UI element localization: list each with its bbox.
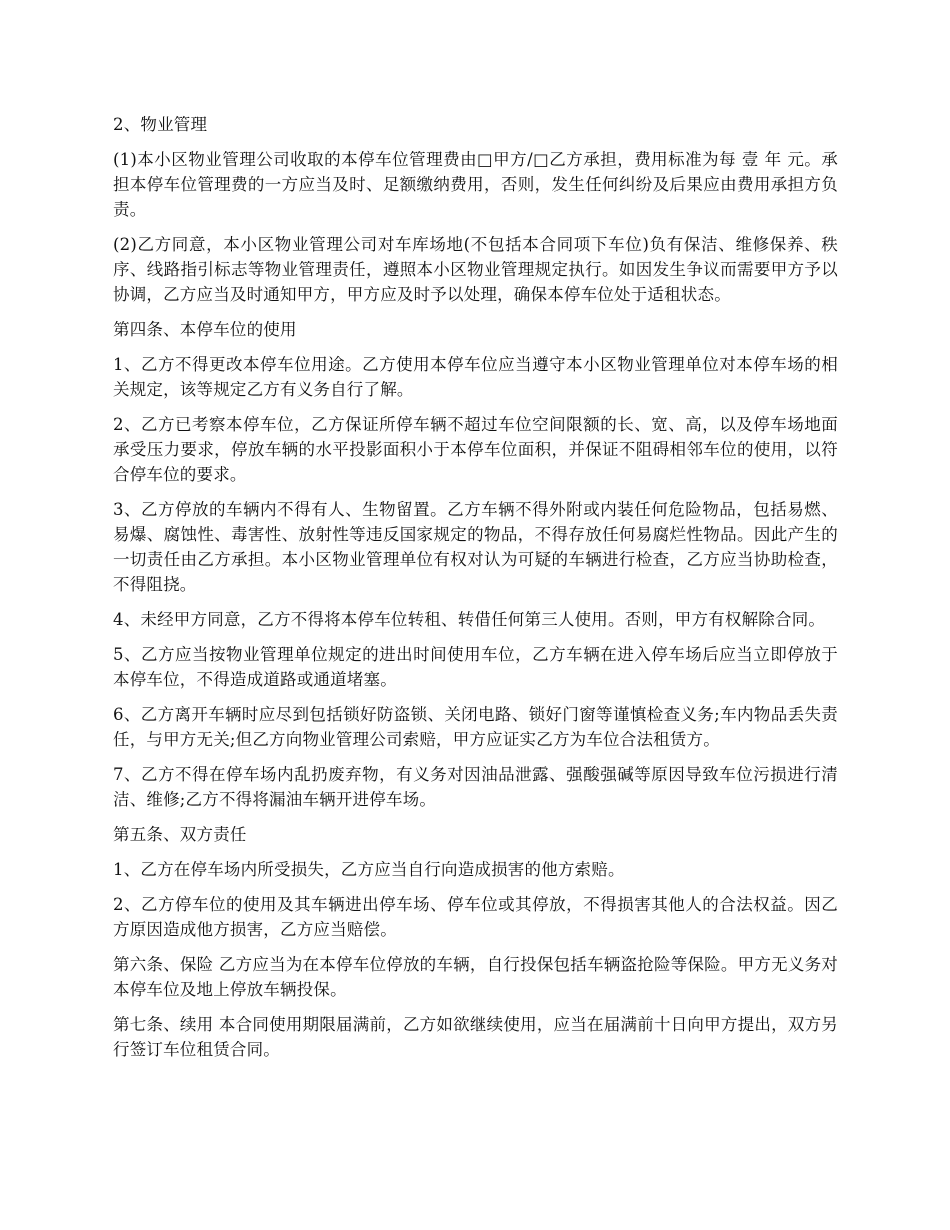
usage-clause-7: 7、乙方不得在停车场内乱扔废弃物，有义务对因油品泄露、强酸强碱等原因导致车位污损进行清洁、维修;乙方不得将漏油车辆开进停车场。 [113,765,838,809]
article-renewal: 第七条、续用 本合同使用期限届满前，乙方如欲继续使用，应当在届满前十日向甲方提出，双方另行签订车位租赁合同。 [113,1015,838,1059]
usage-clause-5: 5、乙方应当按物业管理单位规定的进出时间使用车位，乙方车辆在进入停车场后应当立即停放于本停车位，不得造成道路或通道堵塞。 [113,645,838,689]
article-heading-usage: 第四条、本停车位的使用 [113,320,297,339]
paragraph-management-fee: (1)本小区物业管理公司收取的本停车位管理费由□甲方/□乙方承担，费用标准为每 壹 年 元。承担本停车位管理费的一方应当及时、足额缴纳费用，否则，发生任何纠纷及后果应由费用承担方负责。 [113,150,838,219]
usage-clause-2: 2、乙方已考察本停车位，乙方保证所停车辆不超过车位空间限额的长、宽、高，以及停车场地面承受压力要求，停放车辆的水平投影面积小于本停车位面积，并保证不阻碍相邻车位的使用，以符合停车位的要求。 [113,415,838,484]
liability-clause-1: 1、乙方在停车场内所受损失，乙方应当自行向造成损害的他方索赔。 [113,860,625,879]
usage-clause-1: 1、乙方不得更改本停车位用途。乙方使用本停车位应当遵守本小区物业管理单位对本停车场的相关规定，该等规定乙方有义务自行了解。 [113,355,838,399]
document-body [113,112,838,1072]
article-heading-liability: 第五条、双方责任 [113,825,247,844]
usage-clause-4: 4、未经甲方同意，乙方不得将本停车位转租、转借任何第三人使用。否则，甲方有权解除合同。 [113,610,826,629]
article-insurance: 第六条、保险 乙方应当为在本停车位停放的车辆，自行投保包括车辆盗抢险等保险。甲方无义务对本停车位及地上停放车辆投保。 [113,955,838,999]
liability-clause-2: 2、乙方停车位的使用及其车辆进出停车场、停车位或其停放，不得损害其他人的合法权益。因乙方原因造成他方损害，乙方应当赔偿。 [113,895,838,939]
usage-clause-6: 6、乙方离开车辆时应尽到包括锁好防盗锁、关闭电路、锁好门窗等谨慎检查义务;车内物品丢失责任，与甲方无关;但乙方向物业管理公司索赔，甲方应证实乙方为车位合法租赁方。 [113,705,838,749]
paragraph-property-responsibility: (2)乙方同意，本小区物业管理公司对车库场地(不包括本合同项下车位)负有保洁、维修保养、秩序、线路指引标志等物业管理责任，遵照本小区物业管理规定执行。如因发生争议而需要甲方予以协调，乙方应当及时通知甲方，甲方应及时予以处理，确保本停车位处于适租状态。 [113,235,838,304]
usage-clause-3: 3、乙方停放的车辆内不得有人、生物留置。乙方车辆不得外附或内装任何危险物品，包括易燃、易爆、腐蚀性、毒害性、放射性等违反国家规定的物品，不得存放任何易腐烂性物品。因此产生的一切责任由乙方承担。本小区物业管理单位有权对认为可疑的车辆进行检查，乙方应当协助检查，不得阻挠。 [113,500,838,594]
section-heading-property-management: 2、物业管理 [113,115,208,134]
